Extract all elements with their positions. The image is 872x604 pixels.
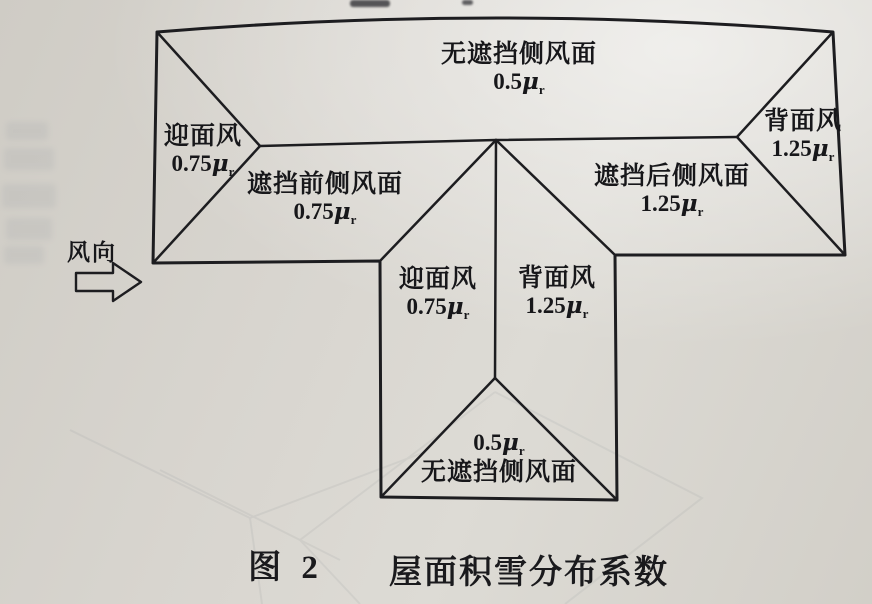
figure-caption-title: 屋面积雪分布系数 [389, 555, 669, 591]
region-name: 迎面风 [398, 266, 478, 293]
region-name: 迎面风 [163, 123, 243, 150]
region-coefficient: $1.25\mu_r$ [771, 135, 835, 164]
region-label-shielded-front [247, 171, 403, 228]
region-name: 背面风 [517, 265, 597, 292]
region-coefficient: $0.5\mu_r$ [473, 429, 525, 458]
region-coefficient: $0.5\mu_r$ [493, 68, 545, 97]
region-name: 遮挡后侧风面 [593, 163, 751, 190]
region-label-top-unobstructed [441, 41, 597, 98]
region-name: 无遮挡侧风面 [420, 458, 578, 486]
region-label-bottom-unobstructed [421, 430, 577, 487]
region-label-shielded-rear [594, 163, 750, 220]
region-coefficient: $0.75\mu_r$ [293, 198, 357, 227]
figure-caption-number: 图 2 [248, 550, 324, 586]
wind-direction-label: 风向 [67, 240, 117, 265]
region-coefficient: $0.75\mu_r$ [171, 150, 235, 179]
region-name: 遮挡前侧风面 [246, 171, 404, 198]
region-coefficient: $1.25\mu_r$ [525, 292, 589, 321]
region-label-right-leeward [764, 108, 842, 165]
region-label-left-windward [164, 123, 242, 180]
region-label-wing-leeward [518, 265, 596, 322]
wind-direction-arrow [76, 263, 141, 301]
region-coefficient: $1.25\mu_r$ [640, 190, 704, 219]
region-label-wing-windward [399, 266, 477, 323]
region-coefficient: $0.75\mu_r$ [406, 293, 470, 322]
region-name: 背面风 [763, 108, 843, 135]
region-name: 无遮挡侧风面 [440, 41, 598, 68]
